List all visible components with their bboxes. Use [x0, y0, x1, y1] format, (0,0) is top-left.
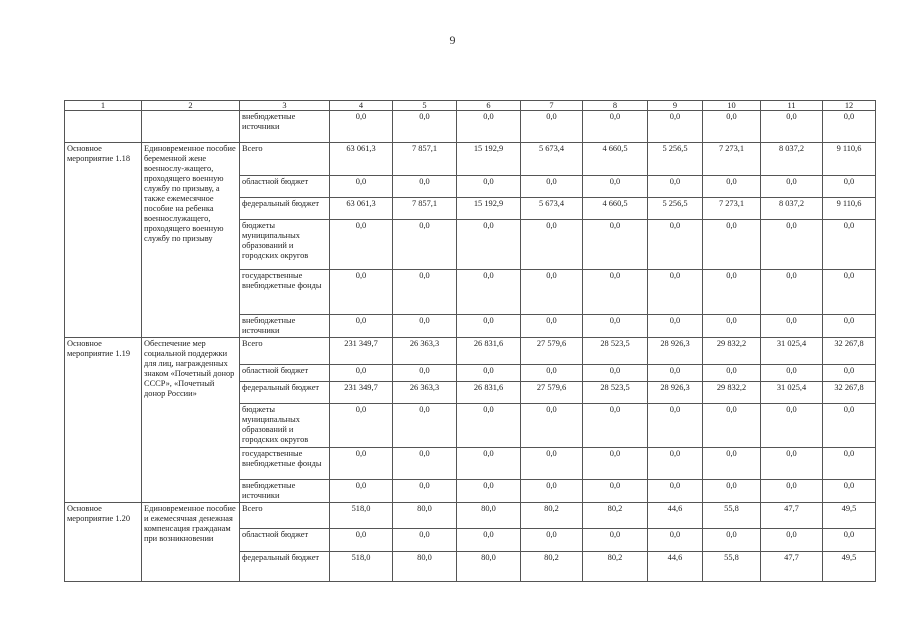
value-cell: 47,7 [761, 503, 823, 529]
value-cell: 0,0 [823, 176, 876, 198]
value-cell: 0,0 [393, 315, 457, 338]
value-cell: 9 110,6 [823, 143, 876, 176]
value-cell: 0,0 [583, 315, 648, 338]
funding-source-cell: бюджеты муниципальных образований и городских округов [240, 404, 330, 448]
value-cell: 0,0 [521, 448, 583, 480]
value-cell: 26 363,3 [393, 382, 457, 404]
funding-source-cell: Всего [240, 338, 330, 365]
value-cell: 518,0 [330, 552, 393, 582]
funding-source-cell: государственные внебюджетные фонды [240, 448, 330, 480]
value-cell: 0,0 [761, 448, 823, 480]
value-cell: 5 256,5 [648, 198, 703, 220]
value-cell: 0,0 [330, 111, 393, 143]
value-cell: 49,5 [823, 503, 876, 529]
value-cell: 15 192,9 [457, 143, 521, 176]
value-cell: 80,0 [393, 503, 457, 529]
value-cell: 4 660,5 [583, 143, 648, 176]
funding-source-cell: областной бюджет [240, 365, 330, 382]
value-cell: 5 673,4 [521, 198, 583, 220]
value-cell: 0,0 [648, 176, 703, 198]
value-cell: 63 061,3 [330, 198, 393, 220]
column-header-8: 8 [583, 101, 648, 111]
value-cell: 80,0 [457, 503, 521, 529]
value-cell: 26 831,6 [457, 338, 521, 365]
funding-source-cell: внебюджетные источники [240, 315, 330, 338]
value-cell: 0,0 [457, 365, 521, 382]
value-cell: 0,0 [393, 448, 457, 480]
value-cell: 26 831,6 [457, 382, 521, 404]
value-cell: 0,0 [393, 365, 457, 382]
value-cell: 0,0 [761, 111, 823, 143]
value-cell: 0,0 [583, 220, 648, 270]
value-cell: 0,0 [703, 404, 761, 448]
measure-description-cell: Единовременное пособие и ежемесячная денежная компенсация гражданам при возникновении [142, 503, 240, 582]
funding-source-cell: бюджеты муниципальных образований и городских округов [240, 220, 330, 270]
value-cell: 5 673,4 [521, 143, 583, 176]
value-cell: 0,0 [457, 404, 521, 448]
value-cell: 0,0 [703, 176, 761, 198]
value-cell: 8 037,2 [761, 143, 823, 176]
value-cell: 0,0 [330, 270, 393, 315]
table-row [65, 503, 876, 529]
value-cell: 63 061,3 [330, 143, 393, 176]
value-cell: 0,0 [648, 529, 703, 552]
measure-description-cell: Обеспечение мер социальной поддержки для лиц, награжденных знаком «Почетный донор СССР», «Почетный донор России» [142, 338, 240, 503]
value-cell: 5 256,5 [648, 143, 703, 176]
value-cell: 28 926,3 [648, 338, 703, 365]
column-header-5: 5 [393, 101, 457, 111]
value-cell: 0,0 [457, 176, 521, 198]
value-cell: 55,8 [703, 503, 761, 529]
column-header-2: 2 [142, 101, 240, 111]
value-cell: 0,0 [648, 448, 703, 480]
value-cell: 0,0 [393, 480, 457, 503]
page-number: 9 [449, 33, 456, 47]
value-cell: 0,0 [823, 270, 876, 315]
value-cell: 0,0 [521, 270, 583, 315]
value-cell: 0,0 [330, 365, 393, 382]
funding-source-cell: областной бюджет [240, 176, 330, 198]
value-cell: 0,0 [703, 365, 761, 382]
value-cell: 4 660,5 [583, 198, 648, 220]
value-cell: 26 363,3 [393, 338, 457, 365]
value-cell: 0,0 [761, 176, 823, 198]
value-cell: 80,0 [393, 552, 457, 582]
value-cell: 0,0 [823, 111, 876, 143]
value-cell: 0,0 [703, 448, 761, 480]
value-cell: 0,0 [761, 529, 823, 552]
budget-table [64, 100, 876, 582]
value-cell: 0,0 [648, 365, 703, 382]
value-cell: 27 579,6 [521, 382, 583, 404]
value-cell: 7 857,1 [393, 198, 457, 220]
value-cell: 231 349,7 [330, 338, 393, 365]
value-cell: 0,0 [761, 270, 823, 315]
value-cell: 0,0 [703, 480, 761, 503]
value-cell: 0,0 [703, 315, 761, 338]
funding-source-cell: внебюджетные источники [240, 111, 330, 143]
value-cell: 28 523,5 [583, 382, 648, 404]
value-cell: 0,0 [330, 529, 393, 552]
value-cell: 0,0 [393, 220, 457, 270]
funding-source-cell: федеральный бюджет [240, 198, 330, 220]
value-cell: 0,0 [823, 480, 876, 503]
value-cell: 27 579,6 [521, 338, 583, 365]
value-cell: 0,0 [703, 529, 761, 552]
funding-source-cell: федеральный бюджет [240, 382, 330, 404]
value-cell: 0,0 [583, 480, 648, 503]
value-cell: 0,0 [457, 529, 521, 552]
column-header-10: 10 [703, 101, 761, 111]
value-cell: 8 037,2 [761, 198, 823, 220]
table-row [65, 338, 876, 365]
value-cell: 0,0 [521, 176, 583, 198]
column-header-9: 9 [648, 101, 703, 111]
value-cell: 0,0 [330, 176, 393, 198]
value-cell: 29 832,2 [703, 382, 761, 404]
value-cell: 47,7 [761, 552, 823, 582]
value-cell: 0,0 [703, 270, 761, 315]
value-cell: 31 025,4 [761, 338, 823, 365]
funding-source-cell: государственные внебюджетные фонды [240, 270, 330, 315]
value-cell: 0,0 [521, 220, 583, 270]
value-cell: 0,0 [393, 176, 457, 198]
value-cell: 80,2 [583, 552, 648, 582]
value-cell: 0,0 [583, 529, 648, 552]
measure-description-cell: Единовременное пособие беременной жене военнослу-жащего, проходящего военную службу по призыву, а также ежемесячное пособие на ребенка военнослужащего, проходящего военную службу по призыву [142, 143, 240, 338]
measure-title-cell: Основное мероприятие 1.20 [65, 503, 142, 582]
value-cell: 15 192,9 [457, 198, 521, 220]
value-cell: 44,6 [648, 552, 703, 582]
column-header-7: 7 [521, 101, 583, 111]
value-cell: 0,0 [330, 448, 393, 480]
value-cell: 0,0 [393, 529, 457, 552]
column-header-1: 1 [65, 101, 142, 111]
value-cell: 0,0 [457, 111, 521, 143]
value-cell: 0,0 [457, 220, 521, 270]
value-cell: 0,0 [393, 270, 457, 315]
table-header-row [65, 101, 876, 111]
value-cell: 0,0 [761, 220, 823, 270]
value-cell: 80,0 [457, 552, 521, 582]
value-cell: 80,2 [521, 552, 583, 582]
value-cell: 28 926,3 [648, 382, 703, 404]
value-cell: 0,0 [648, 270, 703, 315]
column-header-3: 3 [240, 101, 330, 111]
value-cell: 7 857,1 [393, 143, 457, 176]
value-cell: 0,0 [583, 270, 648, 315]
value-cell: 0,0 [648, 480, 703, 503]
funding-source-cell: Всего [240, 503, 330, 529]
value-cell: 231 349,7 [330, 382, 393, 404]
value-cell: 0,0 [703, 220, 761, 270]
value-cell: 0,0 [521, 480, 583, 503]
value-cell: 0,0 [648, 111, 703, 143]
value-cell: 0,0 [583, 404, 648, 448]
value-cell: 0,0 [648, 404, 703, 448]
value-cell: 49,5 [823, 552, 876, 582]
table-row [65, 111, 876, 143]
value-cell: 0,0 [393, 404, 457, 448]
value-cell: 0,0 [330, 480, 393, 503]
value-cell: 0,0 [521, 111, 583, 143]
value-cell: 0,0 [330, 315, 393, 338]
value-cell: 0,0 [823, 529, 876, 552]
column-header-12: 12 [823, 101, 876, 111]
value-cell: 0,0 [457, 315, 521, 338]
value-cell: 0,0 [761, 404, 823, 448]
value-cell: 7 273,1 [703, 198, 761, 220]
value-cell: 0,0 [330, 404, 393, 448]
value-cell: 32 267,8 [823, 382, 876, 404]
value-cell: 44,6 [648, 503, 703, 529]
column-header-4: 4 [330, 101, 393, 111]
measure-title-cell: Основное мероприятие 1.19 [65, 338, 142, 503]
value-cell: 0,0 [330, 220, 393, 270]
funding-source-cell: Всего [240, 143, 330, 176]
value-cell: 0,0 [457, 448, 521, 480]
value-cell: 9 110,6 [823, 198, 876, 220]
value-cell: 0,0 [521, 404, 583, 448]
value-cell: 0,0 [823, 448, 876, 480]
value-cell: 31 025,4 [761, 382, 823, 404]
funding-source-cell: областной бюджет [240, 529, 330, 552]
measure-title-cell [65, 111, 142, 143]
value-cell: 0,0 [648, 220, 703, 270]
value-cell: 518,0 [330, 503, 393, 529]
value-cell: 0,0 [823, 315, 876, 338]
value-cell: 0,0 [457, 270, 521, 315]
value-cell: 0,0 [648, 315, 703, 338]
value-cell: 0,0 [823, 365, 876, 382]
value-cell: 0,0 [521, 315, 583, 338]
funding-source-cell: внебюджетные источники [240, 480, 330, 503]
value-cell: 0,0 [761, 315, 823, 338]
value-cell: 0,0 [521, 529, 583, 552]
value-cell: 80,2 [521, 503, 583, 529]
value-cell: 28 523,5 [583, 338, 648, 365]
value-cell: 0,0 [583, 448, 648, 480]
value-cell: 0,0 [583, 365, 648, 382]
measure-description-cell [142, 111, 240, 143]
column-header-11: 11 [761, 101, 823, 111]
value-cell: 32 267,8 [823, 338, 876, 365]
value-cell: 0,0 [761, 480, 823, 503]
value-cell: 55,8 [703, 552, 761, 582]
value-cell: 7 273,1 [703, 143, 761, 176]
table-row [65, 143, 876, 176]
value-cell: 0,0 [583, 111, 648, 143]
value-cell: 0,0 [761, 365, 823, 382]
measure-title-cell: Основное мероприятие 1.18 [65, 143, 142, 338]
value-cell: 0,0 [457, 480, 521, 503]
value-cell: 0,0 [703, 111, 761, 143]
value-cell: 80,2 [583, 503, 648, 529]
value-cell: 0,0 [393, 111, 457, 143]
funding-source-cell: федеральный бюджет [240, 552, 330, 582]
value-cell: 29 832,2 [703, 338, 761, 365]
value-cell: 0,0 [823, 404, 876, 448]
table-body [65, 111, 876, 582]
value-cell: 0,0 [583, 176, 648, 198]
value-cell: 0,0 [521, 365, 583, 382]
value-cell: 0,0 [823, 220, 876, 270]
column-header-6: 6 [457, 101, 521, 111]
